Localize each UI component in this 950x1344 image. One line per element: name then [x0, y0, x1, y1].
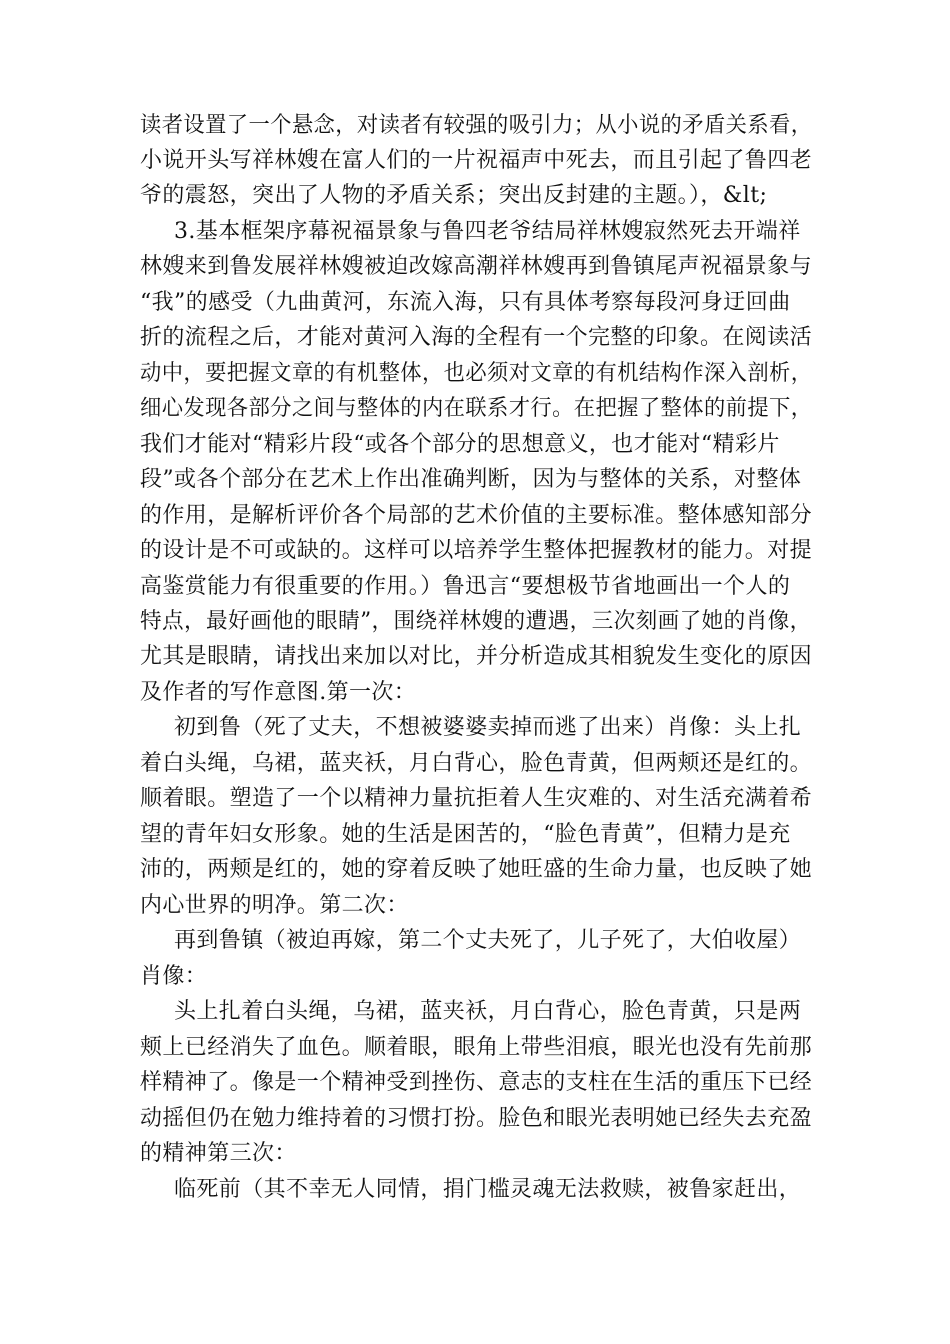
text-line: 的精神第三次： — [140, 1141, 297, 1166]
text-line: 及作者的写作意图.第一次： — [140, 680, 417, 705]
text-line: 顺着眼。塑造了一个以精神力量抗拒着人生灾难的、对生活充满着希 — [140, 786, 813, 811]
text-line: 细心发现各部分之间与整体的内在联系才行。在把握了整体的前提下， — [140, 396, 813, 421]
text-line: 望的青年妇女形象。她的生活是困苦的，“脸色青黄”，但精力是充 — [140, 822, 791, 847]
text-line: 颊上已经消失了血色。顺着眼，眼角上带些泪痕，眼光也没有先前那 — [140, 1035, 813, 1060]
text-line: 着白头绳，乌裙，蓝夹袄，月白背心，脸色青黄，但两颊还是红的。 — [140, 751, 813, 776]
text-line: 的设计是不可或缺的。这样可以培养学生整体把握教材的能力。对提 — [140, 538, 813, 563]
text-line: 尤其是眼睛，请找出来加以对比，并分析造成其相貌发生变化的原因 — [140, 644, 813, 669]
text-line: 读者设置了一个悬念，对读者有较强的吸引力；从小说的矛盾关系看， — [140, 113, 813, 138]
paragraph-start-line: 3.基本框架序幕祝福景象与鲁四老爷结局祥林嫂寂然死去开端祥 — [174, 219, 801, 244]
text-line: 小说开头写祥林嫂在富人们的一片祝福声中死去，而且引起了鲁四老 — [140, 148, 813, 173]
text-line: “我”的感受（九曲黄河，东流入海，只有具体考察每段河身迂回曲 — [140, 290, 791, 315]
text-line: 沛的，两颊是红的，她的穿着反映了她旺盛的生命力量，也反映了她 — [140, 857, 813, 882]
text-line: 特点，最好画他的眼睛”，围绕祥林嫂的遭遇，三次刻画了她的肖像， — [140, 609, 812, 634]
text-line: 肖像： — [140, 964, 208, 989]
text-line: 折的流程之后，才能对黄河入海的全程有一个完整的印象。在阅读活 — [140, 325, 813, 350]
text-line: 林嫂来到鲁发展祥林嫂被迫改嫁高潮祥林嫂再到鲁镇尾声祝福景象与 — [140, 254, 813, 279]
text-line: 段”或各个部分在艺术上作出准确判断，因为与整体的关系，对整体 — [140, 467, 802, 492]
paragraph-start-line: 初到鲁（死了丈夫，不想被婆婆卖掉而逃了出来）肖像：头上扎 — [174, 715, 802, 740]
text-line: 内心世界的明净。第二次： — [140, 893, 409, 918]
paragraph-start-line: 临死前（其不幸无人同情，捐门槛灵魂无法救赎，被鲁家赶出， — [174, 1177, 802, 1202]
text-line: 高鉴赏能力有很重要的作用。）鲁迅言“要想极节省地画出一个人的 — [140, 574, 791, 599]
text-line: 我们才能对“精彩片段“或各个部分的思想意义，也才能对“精彩片 — [140, 432, 780, 457]
paragraph-start-line: 头上扎着白头绳，乌裙，蓝夹袄，月白背心，脸色青黄，只是两 — [174, 999, 802, 1024]
text-line: 爷的震怒，突出了人物的矛盾关系；突出反封建的主题。），&lt; — [140, 183, 768, 208]
text-line: 动中，要把握文章的有机整体，也必须对文章的有机结构作深入剖析， — [140, 361, 813, 386]
paragraph-start-line: 再到鲁镇（被迫再嫁，第二个丈夫死了，儿子死了，大伯收屋） — [174, 928, 802, 953]
text-line: 的作用，是解析评价各个局部的艺术价值的主要标准。整体感知部分 — [140, 503, 813, 528]
text-line: 动摇但仍在勉力维持着的习惯打扮。脸色和眼光表明她已经失去充盈 — [140, 1106, 813, 1131]
text-line: 样精神了。像是一个精神受到挫伤、意志的支柱在生活的重压下已经 — [140, 1070, 813, 1095]
